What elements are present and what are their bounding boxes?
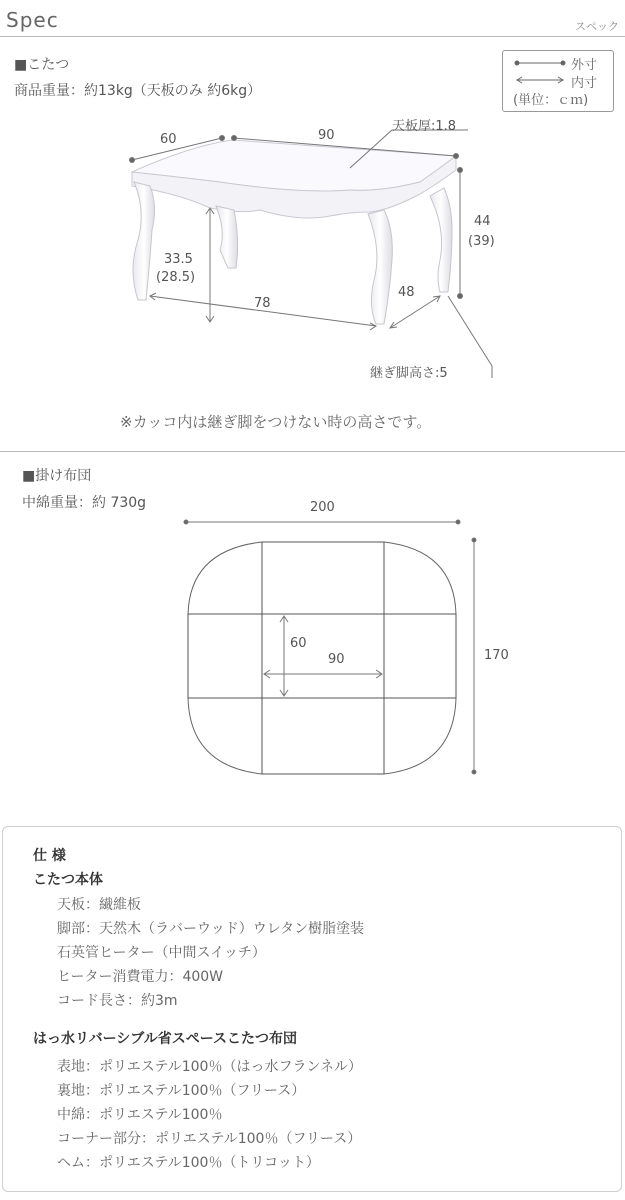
legend-unit: (単位：ｃｍ): [513, 93, 589, 108]
dim-inner-width: 78: [254, 296, 271, 311]
dim-height: 44: [474, 214, 491, 229]
legend-inner: 内寸: [571, 76, 598, 91]
spec-group1-item: コード長さ：約3m: [57, 993, 178, 1009]
dim-height-no-ext: (39): [468, 234, 495, 249]
spec-group2-title: はっ水リバーシブル省スペースこたつ布団: [33, 1031, 298, 1047]
spec-group1-item: 脚部：天然木（ラバーウッド）ウレタン樹脂塗装: [57, 921, 365, 937]
spec-group2-item: 裏地：ポリエステル100％（フリース）: [57, 1083, 306, 1099]
kotatsu-section-title: ■こたつ: [14, 57, 70, 73]
kotatsu-weight: 商品重量：約13kg（天板のみ 約6kg）: [14, 83, 262, 99]
futon-dim-inner-depth: 60: [290, 636, 307, 651]
dim-width-top: 90: [318, 128, 335, 143]
futon-dim-width: 200: [310, 500, 335, 515]
kotatsu-table-illustration: [0, 110, 625, 400]
spec-heading: 仕 様: [33, 848, 66, 864]
section-divider: [0, 451, 625, 452]
futon-illustration: [0, 510, 625, 780]
spec-group2-item: コーナー部分：ポリエステル100％（フリース）: [57, 1131, 362, 1147]
dim-inner-height-no-ext: (28.5): [156, 270, 196, 285]
spec-group1-title: こたつ本体: [33, 872, 103, 888]
page-subtitle: スペック: [575, 20, 619, 33]
spec-group2-item: 中綿：ポリエステル100％: [57, 1107, 223, 1123]
futon-dim-inner-width: 90: [328, 652, 345, 667]
dim-leg-extension: 継ぎ脚高さ:5: [370, 366, 448, 381]
spec-group2-item: ヘム：ポリエステル100％（トリコット）: [57, 1155, 320, 1171]
spec-panel: [2, 826, 622, 1192]
spec-group1-item: 天板：繊維板: [57, 897, 141, 913]
dim-depth-top: 60: [160, 132, 177, 147]
page-title: Spec: [6, 8, 59, 32]
spec-group1-item: ヒーター消費電力：400W: [57, 969, 224, 985]
spec-group2-item: 表地：ポリエステル100％（はっ水フランネル）: [57, 1059, 363, 1075]
header-divider: [0, 36, 625, 37]
dim-inner-height: 33.5: [164, 252, 193, 267]
futon-weight: 中綿重量：約 730g: [22, 495, 147, 511]
unit-legend: [502, 50, 614, 112]
legend-outer: 外寸: [571, 58, 598, 73]
futon-dim-height: 170: [484, 648, 509, 663]
spec-group1-item: 石英管ヒーター（中間スイッチ）: [57, 945, 266, 961]
futon-section-title: ■掛け布団: [22, 468, 92, 484]
height-note: ※カッコ内は継ぎ脚をつけない時の高さです。: [120, 413, 432, 431]
dim-top-thickness: 天板厚:1.8: [392, 119, 457, 134]
dim-inner-depth: 48: [398, 285, 415, 300]
